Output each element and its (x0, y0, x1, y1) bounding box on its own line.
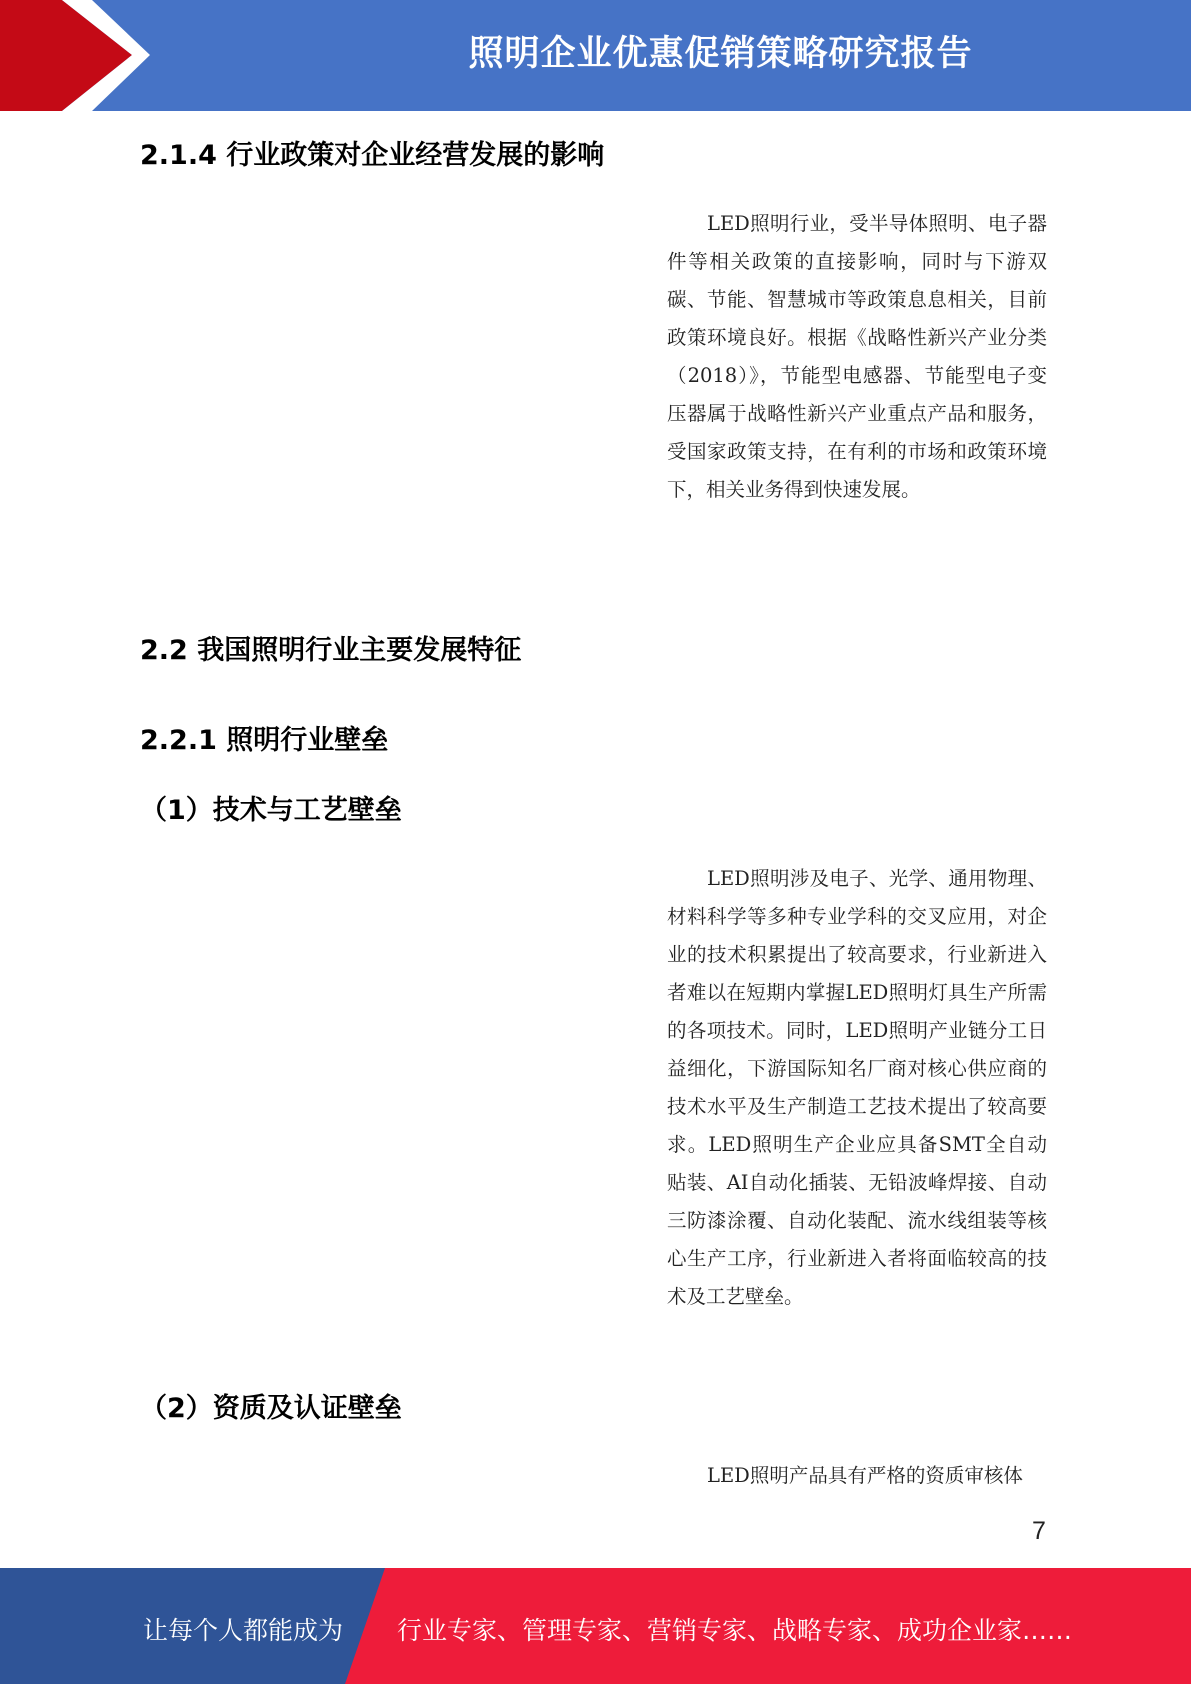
section-heading-2-2: 2.2 我国照明行业主要发展特征 (140, 635, 522, 666)
report-title: 照明企业优惠促销策略研究报告 (468, 34, 973, 74)
qualification-barrier-paragraph: LED照明产品具有严格的资质审核体 (707, 1464, 1023, 1487)
header-arrow-decoration (0, 0, 200, 111)
footer-slogan-left: 让每个人都能成为 (143, 1616, 344, 1645)
subheading-tech-barrier: （1）技术与工艺壁垒 (140, 795, 402, 826)
page-header (0, 0, 1191, 111)
page-footer (0, 1568, 1191, 1684)
section-heading-2-2-1: 2.2.1 照明行业壁垒 (140, 725, 389, 756)
tech-barrier-paragraph: LED照明涉及电子、光学、通用物理、材料科学等多种专业学科的交叉应用，对企业的技术积累提出了较高要求，行业新进入者难以在短期内掌握LED照明灯具生产所需的各项技术。同时，LED照明产业链分工日益细化，下游国际知名厂商对核心供应商的技术水平及生产制造工艺技术提出了较高要求。LED照明生产企业应具备SMT全自动贴装、AI自动化插装、无铅波峰焊接、自动三防漆涂覆、自动化装配、流水线组装等核心生产工序，行业新进入者将面临较高的技术及工艺壁垒。 (667, 867, 1047, 1308)
page-number: 7 (1032, 1517, 1046, 1545)
policy-impact-paragraph: LED照明行业，受半导体照明、电子器件等相关政策的直接影响，同时与下游双碳、节能、智慧城市等政策息息相关，目前政策环境良好。根据《战略性新兴产业分类（2018）》，节能型电感器、节能型电子变压器属于战略性新兴产业重点产品和服务，受国家政策支持，在有利的市场和政策环境下，相关业务得到快速发展。 (667, 212, 1047, 501)
subheading-qualification-barrier: （2）资质及认证壁垒 (140, 1393, 402, 1424)
section-heading-2-1-4: 2.1.4 行业政策对企业经营发展的影响 (140, 140, 605, 171)
footer-slogan-right: 行业专家、管理专家、营销专家、战略专家、成功企业家…… (397, 1616, 1073, 1645)
